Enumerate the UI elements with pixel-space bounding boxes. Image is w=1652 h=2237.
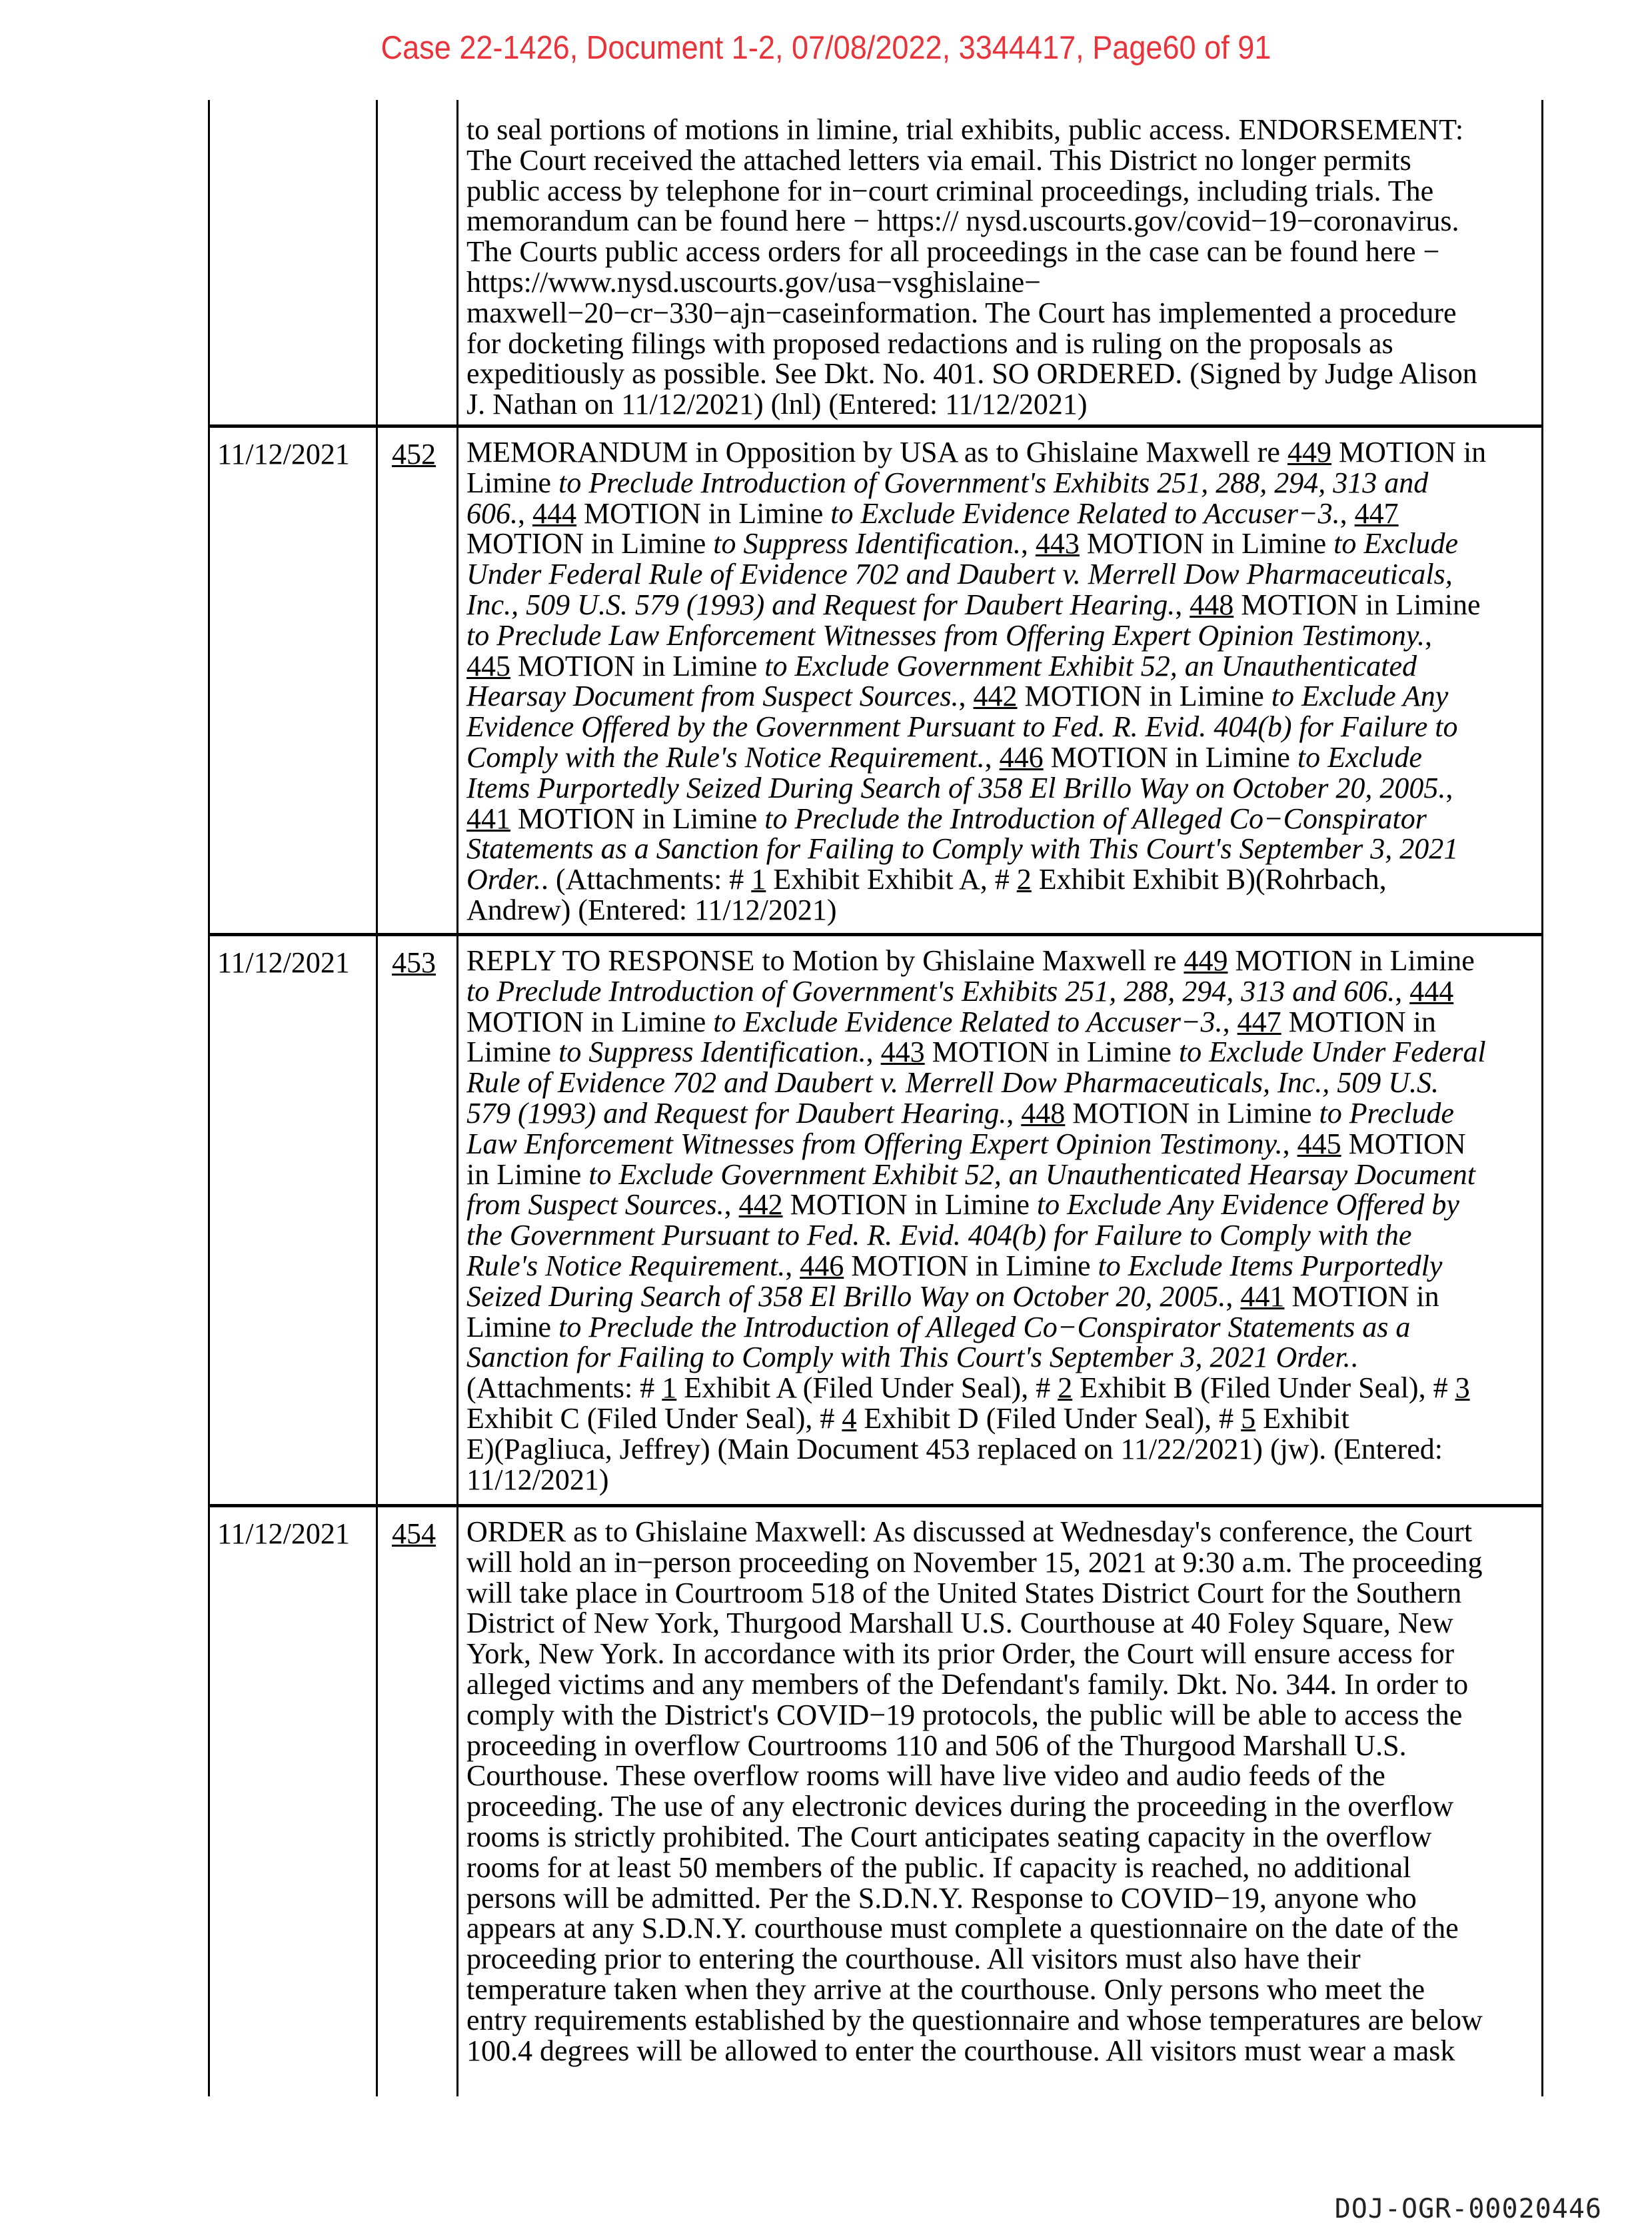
text-segment: entry requirements established by the questionnaire and whose temperatures are below [466, 2003, 1483, 2036]
text-segment: to Exclude Evidence Related to Accuser−3. [830, 496, 1340, 530]
text-segment: will hold an in−person proceeding on November 15, 2021 at 9:30 a.m. The proceeding [466, 1545, 1483, 1579]
entry-number-link[interactable]: 453 [392, 946, 436, 979]
text-segment: proceeding prior to entering the courthouse. All visitors must also have their [466, 1942, 1361, 1976]
text-segment: Hearsay Document from Suspect Sources. [466, 680, 959, 713]
text-line [466, 389, 1477, 420]
document-link[interactable]: 5 [1241, 1401, 1256, 1435]
text-segment: comply with the District's COVID−19 protocols, the public will be able to access the [466, 1698, 1463, 1731]
text-line [466, 946, 1486, 976]
text-line [466, 742, 1486, 773]
text-segment: Statements as a Sanction for Failing to Comply with This Court's September 3, 2021 [466, 832, 1459, 866]
text-line [466, 1098, 1486, 1129]
text-segment: J. Nathan on 11/12/2021) (lnl) (Entered: 11/12/2021) [466, 388, 1088, 421]
text-segment: , [1020, 527, 1036, 560]
document-link[interactable]: 1 [662, 1371, 677, 1405]
text-segment: MOTION in Limine [1234, 588, 1481, 621]
entry-date: 11/12/2021 [217, 946, 350, 979]
document-link[interactable]: 444 [532, 496, 576, 530]
text-line [466, 528, 1486, 559]
text-line [466, 976, 1486, 1007]
text-segment: MOTION in [1331, 436, 1487, 468]
docket-entry-452 [208, 424, 1543, 934]
text-segment: 11/12/2021) [466, 1463, 609, 1496]
text-segment: , [1339, 496, 1355, 530]
document-link[interactable]: 447 [1237, 1005, 1281, 1038]
text-line [466, 468, 1486, 498]
text-segment: (Attachments: # [466, 1371, 662, 1405]
docket-table [208, 100, 1543, 2096]
text-line [466, 620, 1486, 651]
text-line [466, 1373, 1486, 1403]
text-segment: The Court received the attached letters via email. This District no longer permits [466, 143, 1411, 177]
text-segment: MOTION in Limine [1079, 527, 1334, 560]
text-segment: , [866, 1036, 881, 1069]
text-segment: proceeding. The use of any electronic devices during the proceeding in the overflow [466, 1790, 1454, 1823]
text-segment: REPLY TO RESPONSE to Motion by Ghislaine Maxwell re [466, 944, 1184, 977]
column-divider-number [456, 100, 458, 2096]
text-segment: MOTION in Limine [1017, 680, 1271, 713]
document-link[interactable]: 446 [999, 740, 1044, 774]
text-segment: Exhibit C (Filed Under Seal), # [466, 1401, 842, 1435]
text-line [466, 1547, 1483, 1578]
text-segment: to Exclude Government Exhibit 52, an Unauthenticated [764, 649, 1417, 682]
text-segment: , [518, 496, 532, 530]
text-segment: MOTION in Limine [1228, 944, 1475, 977]
text-segment: , [958, 680, 974, 713]
text-line [466, 298, 1477, 329]
text-line [466, 1731, 1483, 1761]
text-segment: MOTION in Limine [1043, 740, 1297, 774]
document-link[interactable]: 442 [973, 680, 1018, 713]
text-line [466, 2036, 1483, 2066]
text-segment: Rule of Evidence 702 and Daubert v. Merrell Dow Pharmaceuticals, Inc., 509 U.S. [466, 1066, 1439, 1100]
text-segment: MOTION in Limine [466, 527, 714, 560]
text-segment: ORDER as to Ghislaine Maxwell: As discussed at Wednesday's conference, the Court [466, 1515, 1473, 1548]
text-segment: MEMORANDUM in Opposition by USA as to Ghislaine Maxwell re [466, 436, 1287, 468]
text-segment: to Suppress Identification. [558, 1036, 866, 1069]
text-line [466, 1281, 1486, 1312]
document-link[interactable]: 4 [842, 1401, 857, 1435]
text-segment: to Exclude Items Purportedly [1098, 1249, 1443, 1282]
text-segment: to Preclude Introduction of Government's Exhibits 251, 288, 294, 313 and [558, 466, 1429, 499]
text-line [466, 1068, 1486, 1098]
text-segment: to Preclude the Introduction of Alleged Co−Conspirator [764, 802, 1427, 835]
document-link[interactable]: 448 [1021, 1096, 1066, 1129]
text-line [466, 1189, 1486, 1220]
text-segment: Limine [466, 1036, 559, 1069]
text-segment: to seal portions of motions in limine, trial exhibits, public access. ENDORSEMENT: [466, 113, 1464, 146]
case-header-stamp: Case 22-1426, Document 1-2, 07/08/2022, 3344417, Page60 of 91 [381, 30, 1271, 66]
text-segment: 100.4 degrees will be allowed to enter the courthouse. All visitors must wear a mask [466, 2034, 1455, 2067]
text-segment: . [1350, 1341, 1358, 1374]
text-line [466, 1434, 1486, 1465]
text-line [466, 1913, 1483, 1944]
column-divider-date [376, 100, 378, 2096]
text-segment: to Exclude Under Federal [1178, 1036, 1486, 1069]
text-line [466, 1700, 1483, 1731]
text-segment: . (Attachments: # [541, 863, 752, 896]
text-segment: to Exclude [1333, 527, 1459, 560]
text-segment: , [1282, 1127, 1297, 1160]
text-line [466, 834, 1486, 864]
text-segment: Exhibit A (Filed Under Seal), # [676, 1371, 1058, 1405]
text-line [466, 237, 1477, 267]
text-line [466, 1761, 1483, 1791]
text-segment: 606. [466, 496, 518, 530]
text-line [466, 1037, 1486, 1068]
text-segment: will take place in Courtroom 518 of the United States District Court for the Southern [466, 1576, 1462, 1609]
text-line [466, 804, 1486, 834]
text-segment: Exhibit D (Filed Under Seal), # [856, 1401, 1241, 1435]
docket-entry-453 [208, 933, 1543, 1505]
text-line [466, 864, 1486, 895]
text-segment: MOTION in Limine [576, 496, 831, 530]
text-segment: for docketing filings with proposed redactions and is ruling on the proposals as [466, 327, 1393, 360]
text-segment: , [1425, 618, 1433, 652]
document-link[interactable]: 449 [1184, 944, 1228, 977]
entry-number-link[interactable]: 454 [392, 1517, 436, 1550]
text-line [466, 329, 1477, 359]
text-line [466, 267, 1477, 298]
entry-text [466, 1517, 1483, 2066]
entry-text [466, 437, 1486, 926]
document-link[interactable]: 444 [1409, 974, 1454, 1008]
text-line [466, 437, 1486, 468]
text-segment: , [724, 1188, 739, 1221]
text-segment: from Suspect Sources. [466, 1188, 724, 1221]
text-line [466, 1822, 1483, 1853]
text-segment: in Limine [466, 1157, 589, 1191]
text-line [466, 1312, 1486, 1343]
text-segment: District of New York, Thurgood Marshall U.S. Courthouse at 40 Foley Square, New [466, 1607, 1453, 1640]
text-line [466, 681, 1486, 712]
text-segment: Exhibit Exhibit B)(Rohrbach, [1031, 863, 1387, 896]
text-line [466, 1129, 1486, 1159]
text-segment: to Preclude [1319, 1096, 1454, 1129]
text-line [466, 1944, 1483, 1974]
text-line [466, 2005, 1483, 2036]
text-line [466, 651, 1486, 682]
text-line [466, 1639, 1483, 1669]
text-segment: , [1006, 1096, 1022, 1129]
text-line [466, 1403, 1486, 1434]
text-line [466, 359, 1477, 389]
text-segment: MOTION in Limine [844, 1249, 1098, 1282]
text-segment: MOTION in [1284, 1279, 1439, 1313]
docket-entry-continued [208, 100, 1543, 426]
text-line [466, 1853, 1483, 1883]
text-segment: to Exclude Any Evidence Offered by [1036, 1188, 1459, 1221]
text-line [466, 498, 1486, 529]
text-line [466, 115, 1477, 145]
text-segment: temperature taken when they arrive at the courthouse. Only persons who meet the [466, 1972, 1425, 2006]
text-segment: MOTION in Limine [1065, 1096, 1319, 1129]
text-segment: persons will be admitted. Per the S.D.N.Y. Response to COVID−19, anyone who [466, 1881, 1417, 1914]
text-segment: , [1222, 1005, 1238, 1038]
text-segment: Sanction for Failing to Comply with This Court's September 3, 2021 Order. [466, 1341, 1351, 1374]
text-segment: rooms for at least 50 members of the public. If capacity is reached, no additional [466, 1851, 1411, 1884]
text-segment: rooms is strictly prohibited. The Court anticipates seating capacity in the overflow [466, 1820, 1432, 1853]
bates-number: DOJ-OGR-00020446 [1334, 2194, 1602, 2224]
text-segment: , [984, 740, 1000, 774]
text-segment: Inc., 509 U.S. 579 (1993) and Request for Daubert Hearing. [466, 588, 1176, 621]
text-segment: 579 (1993) and Request for Daubert Hearing. [466, 1096, 1007, 1129]
text-segment: appears at any S.D.N.Y. courthouse must complete a questionnaire on the date of the [466, 1912, 1459, 1945]
document-link[interactable]: 443 [880, 1036, 925, 1069]
text-segment: E)(Pagliuca, Jeffrey) (Main Document 453 replaced on 11/22/2021) (jw). (Entered: [466, 1432, 1443, 1465]
document-link[interactable]: 447 [1354, 496, 1399, 530]
text-line [466, 1007, 1486, 1038]
text-segment: , [1226, 1279, 1241, 1313]
text-line [466, 895, 1486, 926]
document-link[interactable]: 442 [738, 1188, 783, 1221]
text-segment: to Suppress Identification. [713, 527, 1021, 560]
text-segment: , [1445, 771, 1453, 804]
text-segment: Exhibit [1255, 1401, 1349, 1435]
text-segment: MOTION in [1281, 1005, 1436, 1038]
document-link[interactable]: 441 [466, 802, 510, 835]
text-line [466, 1883, 1483, 1914]
text-segment: , [785, 1249, 800, 1282]
text-segment: MOTION in Limine [782, 1188, 1037, 1221]
text-segment: MOTION in Limine [924, 1036, 1179, 1069]
text-line [466, 1220, 1486, 1251]
text-segment: Limine [466, 1310, 559, 1343]
text-segment: to Preclude Law Enforcement Witnesses from Offering Expert Opinion Testimony. [466, 618, 1425, 652]
text-line [466, 1608, 1483, 1639]
text-line [466, 1578, 1483, 1609]
text-line [466, 206, 1477, 237]
text-segment: https://www.nysd.uscourts.gov/usa−vsghislaine− [466, 265, 1041, 299]
text-segment: Under Federal Rule of Evidence 702 and Daubert v. Merrell Dow Pharmaceuticals, [466, 558, 1453, 591]
table-border-left [208, 100, 210, 2096]
text-segment: alleged victims and any members of the Defendant's family. Dkt. No. 344. In order to [466, 1667, 1469, 1701]
document-link[interactable]: 445 [466, 649, 510, 682]
text-segment: , [1175, 588, 1190, 621]
text-segment: MOTION in Limine [466, 1005, 714, 1038]
text-segment: expeditiously as possible. See Dkt. No. 401. SO ORDERED. (Signed by Judge Alison [466, 357, 1477, 390]
text-segment: Evidence Offered by the Government Pursuant to Fed. R. Evid. 404(b) for Failure to [466, 710, 1458, 744]
document-link[interactable]: 448 [1190, 588, 1234, 621]
text-segment: to Exclude Evidence Related to Accuser−3. [713, 1005, 1223, 1038]
document-link[interactable]: 441 [1240, 1279, 1285, 1313]
text-segment: the Government Pursuant to Fed. R. Evid. 404(b) for Failure to Comply with the [466, 1219, 1412, 1252]
text-line [466, 773, 1486, 804]
text-segment: Courthouse. These overflow rooms will have live video and audio feeds of the [466, 1759, 1385, 1793]
document-link[interactable]: 2 [1016, 863, 1032, 896]
text-segment: proceeding in overflow Courtrooms 110 and 506 of the Thurgood Marshall U.S. [466, 1729, 1407, 1762]
text-segment: MOTION in Limine [510, 802, 765, 835]
text-segment: to Preclude the Introduction of Alleged Co−Conspirator Statements as a [558, 1310, 1411, 1343]
text-line [466, 1342, 1486, 1373]
text-segment: Law Enforcement Witnesses from Offering Expert Opinion Testimony. [466, 1127, 1283, 1160]
entry-text [466, 946, 1486, 1495]
text-line [466, 1159, 1486, 1190]
text-segment: Items Purportedly Seized During Search of 358 El Brillo Way on October 20, 2005. [466, 771, 1446, 804]
text-segment: Rule's Notice Requirement. [466, 1249, 786, 1282]
text-segment: Exhibit B (Filed Under Seal), # [1072, 1371, 1455, 1405]
entry-number-link[interactable]: 452 [392, 438, 436, 470]
text-segment: Comply with the Rule's Notice Requirement. [466, 740, 985, 774]
text-line [466, 145, 1477, 176]
text-segment: Andrew) (Entered: 11/12/2021) [466, 893, 837, 926]
text-line [466, 176, 1477, 207]
text-line [466, 1251, 1486, 1281]
entry-date: 11/12/2021 [217, 438, 350, 470]
text-segment: Order. [466, 863, 542, 896]
docket-entry-454 [208, 1504, 1543, 2096]
text-segment: to Exclude [1297, 740, 1422, 774]
text-segment: MOTION in Limine [510, 649, 765, 682]
text-segment: to Exclude Government Exhibit 52, an Unauthenticated Hearsay Document [588, 1157, 1475, 1191]
text-line [466, 712, 1486, 742]
text-segment: memorandum can be found here − https:// nysd.uscourts.gov/covid−19−coronavirus. [466, 205, 1459, 238]
document-link[interactable]: 1 [751, 863, 766, 896]
text-line [466, 1791, 1483, 1822]
text-line [466, 1517, 1483, 1547]
document-link[interactable]: 2 [1058, 1371, 1073, 1405]
text-segment: to Preclude Introduction of Government's Exhibits 251, 288, 294, 313 and 606. [466, 974, 1395, 1008]
text-segment: MOTION [1341, 1127, 1466, 1160]
document-link[interactable]: 445 [1297, 1127, 1341, 1160]
entry-date: 11/12/2021 [217, 1517, 350, 1550]
text-segment: The Courts public access orders for all proceedings in the case can be found here − [466, 235, 1440, 269]
text-line [466, 1669, 1483, 1700]
text-segment: , [1395, 974, 1410, 1008]
document-link[interactable]: 3 [1455, 1371, 1470, 1405]
text-line [466, 590, 1486, 620]
text-line [466, 1465, 1486, 1495]
text-segment: Seized During Search of 358 El Brillo Way on October 20, 2005. [466, 1279, 1226, 1313]
text-line [466, 559, 1486, 590]
text-segment: public access by telephone for in−court criminal proceedings, including trials. The [466, 174, 1434, 207]
text-segment: to Exclude Any [1271, 680, 1449, 713]
text-segment: Limine [466, 466, 559, 499]
document-link[interactable]: 443 [1035, 527, 1080, 560]
text-line [466, 1974, 1483, 2005]
text-segment: maxwell−20−cr−330−ajn−caseinformation. The Court has implemented a procedure [466, 296, 1457, 329]
text-segment: York, New York. In accordance with its prior Order, the Court will ensure access for [466, 1637, 1455, 1671]
text-segment: Exhibit Exhibit A, # [766, 863, 1017, 896]
entry-text [466, 115, 1477, 420]
document-link[interactable]: 446 [800, 1249, 844, 1282]
table-border-right [1541, 100, 1543, 2096]
document-link[interactable]: 449 [1287, 436, 1331, 468]
